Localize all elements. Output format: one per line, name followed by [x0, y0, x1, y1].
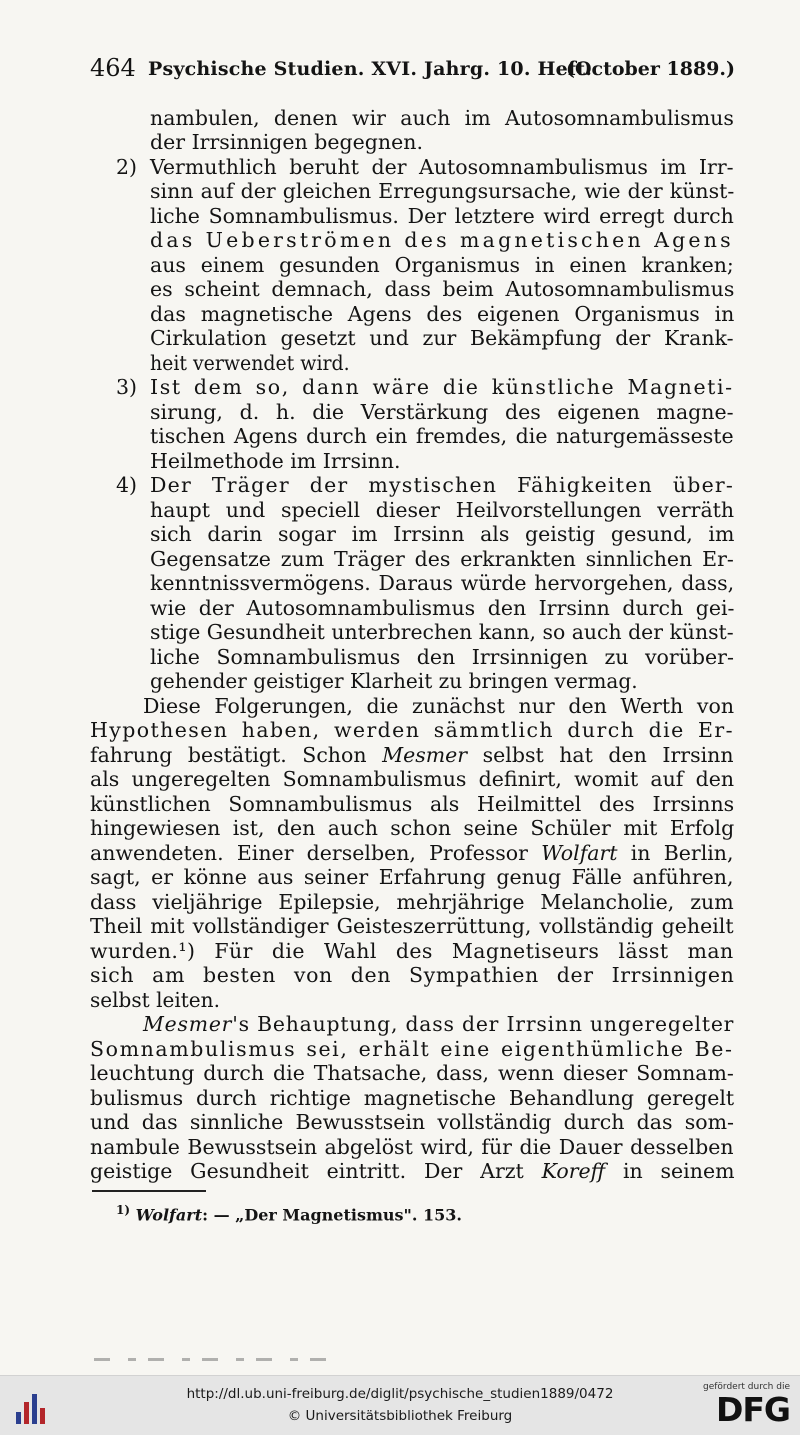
footnote-text: : — „Der Magnetismus". 153.: [202, 1205, 462, 1225]
footnote-marker: 1): [116, 1203, 131, 1217]
italic-name: Mesmer: [143, 1012, 233, 1036]
italic-name: Wolfart: [541, 841, 618, 865]
issue-date: (October 1889.): [565, 58, 735, 80]
text-line: Somnambulismus sei, erhält eine eigenthümliche Be-: [90, 1037, 734, 1061]
text-line: gehender geistiger Klarheit zu bringen vermag.: [150, 669, 638, 693]
text-line: selbst leiten.: [90, 988, 220, 1012]
text-line: haupt und speciell dieser Heilvorstellungen verräth: [150, 498, 735, 522]
list-item-number: 2): [116, 155, 138, 179]
text-line: Der Träger der mystischen Fähigkeiten über-: [150, 473, 735, 497]
text-line: dass vieljährige Epilepsie, mehrjährige Melancholie, zum: [90, 890, 734, 914]
text-line: Cirkulation gesetzt und zur Bekämpfung der Krank-: [150, 326, 734, 350]
text-line: liche Somnambulismus den Irrsinnigen zu vorüber-: [150, 645, 734, 669]
footnote-rule: [92, 1190, 206, 1192]
text-line: Mesmer's Behauptung, dass der Irrsinn ungeregelter: [143, 1012, 735, 1036]
footnote-author: Wolfart: [135, 1205, 203, 1225]
page-number: 464: [90, 54, 136, 82]
text-line: nambule Bewusstsein abgelöst wird, für die Dauer desselben: [90, 1135, 734, 1159]
italic-name: Mesmer: [382, 743, 468, 767]
text-line: Vermuthlich beruht der Autosomnambulismus im Irr-: [150, 155, 734, 179]
list-item-number: 3): [116, 375, 138, 399]
text-line: heit verwendet wird.: [150, 351, 350, 375]
text-line: stige Gesundheit unterbrechen kann, so auch der künst-: [150, 620, 734, 644]
text-line: sinn auf der gleichen Erregungsursache, wie der künst-: [150, 179, 735, 203]
text-line: nambulen, denen wir auch im Autosomnambulismus: [150, 106, 734, 130]
bleed-through-marks: [94, 1358, 334, 1361]
dfg-logo[interactable]: DFG: [715, 1390, 790, 1429]
text-line: wie der Autosomnambulismus den Irrsinn durch gei-: [150, 596, 735, 620]
text-line: Hypothesen haben, werden sämmtlich durch die Er-: [90, 718, 734, 742]
text-line: künstlichen Somnambulismus als Heilmittel des Irrsinns: [90, 792, 735, 816]
text-line: der Irrsinnigen begegnen.: [150, 130, 423, 154]
text-line: Diese Folgerungen, die zunächst nur den Werth von: [143, 694, 735, 718]
permalink-url[interactable]: http://dl.ub.uni-freiburg.de/diglit/psychische_studien1889/0472: [186, 1386, 614, 1402]
footnote: [116, 1203, 462, 1224]
text-line: sirung, d. h. die Verstärkung des eigenen magne-: [150, 400, 734, 424]
running-title: Psychische Studien. XVI. Jahrg. 10. Heft.: [148, 58, 593, 80]
text-line: sich am besten von den Sympathien der Irrsinnigen: [90, 963, 735, 987]
text-line: leuchtung durch die Thatsache, dass, wenn dieser Somnam-: [90, 1061, 734, 1085]
text-line: sich darin sogar im Irrsinn als geistig gesund, im: [150, 522, 735, 546]
text-line: Ist dem so, dann wäre die künstliche Magneti-: [150, 375, 734, 399]
italic-name: Koreff: [541, 1159, 606, 1183]
text-line: es scheint demnach, dass beim Autosomnambulismus: [150, 277, 735, 301]
text-line: Gegensatze zum Träger des erkrankten sinnlichen Er-: [150, 547, 734, 571]
text-line: und das sinnliche Bewusstsein vollständig durch das som-: [90, 1110, 734, 1134]
copyright-notice: © Universitätsbibliothek Freiburg: [287, 1408, 513, 1424]
text-line: fahrung bestätigt. Schon Mesmer selbst hat den Irrsinn: [90, 743, 734, 767]
text-line: sagt, er könne aus seiner Erfahrung genug Fälle anführen,: [90, 865, 734, 889]
text-line: tischen Agens durch ein fremdes, die naturgemässeste: [150, 424, 734, 448]
text-line: wurden.¹) Für die Wahl des Magnetiseurs lässt man: [90, 939, 734, 963]
text-line: das magnetische Agens des eigenen Organismus in: [150, 302, 735, 326]
text-line: geistige Gesundheit eintritt. Der Arzt Koreff in seinem: [90, 1159, 735, 1183]
text-line: aus einem gesunden Organismus in einen kranken;: [150, 253, 734, 277]
text-line: anwendeten. Einer derselben, Professor Wolfart in Berlin,: [90, 841, 734, 865]
text-line: hingewiesen ist, den auch schon seine Schüler mit Erfolg: [90, 816, 735, 840]
list-item-number: 4): [116, 473, 138, 497]
text-line: kenntnissvermögens. Daraus würde hervorgehen, dass,: [150, 571, 735, 595]
text-line: Heilmethode im Irrsinn.: [150, 449, 401, 473]
text-line: das Ueberströmen des magnetischen Agens: [150, 228, 734, 252]
viewer-footer: [0, 1375, 800, 1435]
funding-label: gefördert durch die: [703, 1382, 790, 1392]
text-line: liche Somnambulismus. Der letztere wird erregt durch: [150, 204, 734, 228]
text-line: als ungeregelten Somnambulismus definirt, womit auf den: [90, 767, 735, 791]
text-line: Theil mit vollständiger Geisteszerrüttung, vollständig geheilt: [90, 914, 734, 938]
page-header: [90, 54, 735, 88]
text-line: bulismus durch richtige magnetische Behandlung geregelt: [90, 1086, 735, 1110]
